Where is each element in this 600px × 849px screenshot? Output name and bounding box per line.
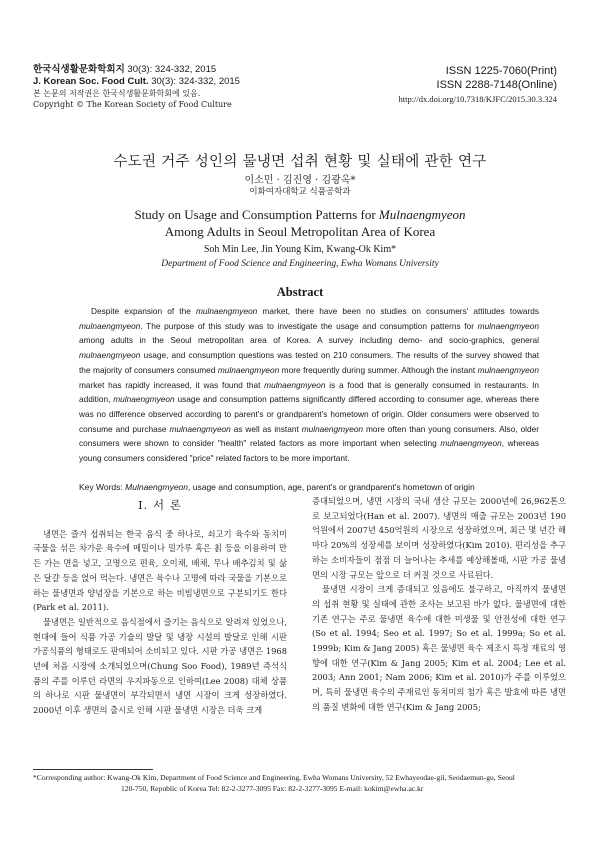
affiliation-korean: 이화여자대학교 식품공학과 <box>249 187 351 197</box>
body-column-right <box>312 494 566 715</box>
journal-name-en: J. Korean Soc. Food Cult. <box>33 76 149 87</box>
section-heading-introduction: I. 서 론 <box>138 498 182 512</box>
journal-ko-line <box>33 64 333 76</box>
body-paragraph: 냉면은 즐겨 섭취되는 한국 음식 중 하나로, 쇠고기 육수와 동치미 국물을 섞은 차가운 육수에 메밀이나 밀가루 혹은 칡 등을 이용하여 만든 가는 면을 넣고, 고명으로 편육, 오이채, 배채, 무나 배추김치 및 삶은 달걀 등을 얹어 먹는다. 냉면은 육수나 고명에 따라 국물을 기본으로 하는 물냉면과 양념장을 기본으로 하는 비빔냉면으로 구분되기도 한다(Park et al. 2011). <box>33 528 287 613</box>
issn-print: ISSN 1225-7060(Print) <box>445 65 557 77</box>
authors-korean: 이소민 · 김진영 · 김광옥* <box>244 175 356 186</box>
footnote-line1: *Corresponding author: Kwang-Ok Kim, Department of Food Science and Engineering, Ewha Womans University, 52 Ewhayeodae-gil, Seodaemun-gu, Seoul <box>33 773 515 782</box>
journal-issue-en: 30(3): 324-332, 2015 <box>151 76 240 87</box>
body-paragraph: 물냉면은 일반적으로 음식점에서 즐기는 음식으로 알려져 있었으나, 현대에 들어 식품 가공 기술의 발달 및 냉장 시설의 발달로 인해 시판 가공식품의 형태로도 판매되어 소비되고 있다. 시판 가공 냉면은 1968년에 처음 시장에 소개되었으며(Chung Soo Food), 1989년 즉석식품의 주를 이루던 라면의 우지파동으로 인하여(Lee 2008) 대체 상품의 하나로 시판 물냉면이 부각되면서 냉면 시장이 크게 성장하였다. 2000년 이후 생면의 출시로 인해 시판 물냉면 시장은 더욱 크게 <box>33 616 287 716</box>
keywords-label: Key Words: <box>79 482 123 492</box>
body-paragraph: 물냉면 시장이 크게 증대되고 있음에도 불구하고, 아직까지 물냉면의 섭취 현황 및 실태에 관한 조사는 보고된 바가 없다. 물냉면에 대한 기존 연구는 주로 물냉면 육수에 대한 미생물 및 안전성에 대한 연구(So et al. 1994; Seo et al. 1997; So et al. 1999a; So et al. 1999b; Kim & Jang 2005) 혹은 물냉면 육수 제조시 특정 재료의 영향에 대한 연구(Kim & Jang 2005; Kim et al. 2004; Lee et al. 2003; Ann 2001; Nam 2006; Kim et al. 2010)가 주를 이루었으며, 특히 물냉면 육수의 주재료인 동치미의 첨가 혹은 발효에 따른 냉면의 품질 변화에 대한 연구(Kim & Jang 2005; <box>312 584 566 712</box>
issn-block <box>398 64 557 105</box>
keywords-rest: , usage and consumption, age, parent's or grandparent's hometown of origin <box>188 482 475 492</box>
journal-issue-ko: 30(3): 324-332, 2015 <box>127 64 217 75</box>
footnote-line2: 120-750, Republic of Korea Tel: 82-2-3277-3095 Fax: 82-2-3277-3095 E-mail: kokim@ewha.ac.kr <box>121 783 424 793</box>
title-english-italic: Mulnaengmyeon <box>378 207 466 222</box>
title-korean: 수도권 거주 성인의 물냉면 섭취 현황 및 실태에 관한 연구 <box>113 154 487 170</box>
keywords <box>79 481 549 493</box>
affiliation-english: Department of Food Science and Engineering, Ewha Womans University <box>161 259 439 269</box>
keywords-first: Mulnaengmyeon <box>125 482 189 492</box>
abstract-heading: Abstract <box>276 285 324 299</box>
journal-header <box>33 64 333 110</box>
abstract-body: Despite expansion of the mulnaengmyeon market, there have been no studies on consumers' attitudes towards mulnaengmyeon. The purpose of this study was to investigate the usage and consumption patterns for mulnaengmyeon among adults in the Seoul metropolitan area of Korea. A survey including demo- and socio-graphics, general mulnaengmyeon usage, and consumption questions was tested on 210 consumers. The results of the survey showed that the majority of consumers consumed mulnaengmyeon more frequently during summer. Although the instant mulnaengmyeon market has rapidly increased, it was found that mulnaengmyeon is a food that is generally consumed in restaurants. In addition, mulnaengmyeon usage and consumption patterns significantly differed according to consumer age, whereas there was no difference observed according to parent's or grandparent's hometown of origin. Older consumers were observed to consume and purchase mulnaengmyeon as well as instant mulnaengmyeon more often than young consumers. Also, older consumers were shown to consider "health" related factors as more important when selecting mulnaengmyeon, whereas young consumers considered "price" related factors to be more important. <box>79 306 539 464</box>
footnote-divider <box>33 769 153 770</box>
doi-link[interactable]: http://dx.doi.org/10.7318/KJFC/2015.30.3.324 <box>398 94 557 104</box>
copyright-line: Copyright © The Korean Society of Food Culture <box>33 100 232 109</box>
corresponding-author-footnote <box>33 773 567 794</box>
journal-name-ko: 한국식생활문화학회지 <box>33 64 125 75</box>
body-column-left <box>33 494 287 718</box>
copyright-notice: 본 논문의 저작권은 한국식생활문화학회에 있음. <box>33 89 201 98</box>
title-english <box>0 206 600 240</box>
title-english-line1: Study on Usage and Consumption Patterns for Mulnaengmyeon <box>134 207 466 222</box>
issn-online: ISSN 2288-7148(Online) <box>436 79 557 91</box>
authors-english: Soh Min Lee, Jin Young Kim, Kwang-Ok Kim* <box>203 244 397 255</box>
journal-en-line <box>33 76 333 88</box>
body-paragraph: 증대되었으며, 냉면 시장의 국내 생산 규모는 2000년에 26,962톤으로 보고되었다(Han et al. 2007). 냉면의 매출 규모는 2003년 190억원에서 2007년 450억원의 시장으로 성장하였으며, 최근 몇 년간 해마다 20%의 성장세를 보이며 성장하였다(Kim 2010). 편리성을 추구하는 소비자들이 점점 더 늘어나는 추세를 예상해볼때, 시판 가공 물냉면의 시장 규모는 앞으로 더 커질 것으로 사료된다. <box>312 496 566 580</box>
title-english-line2: Among Adults in Seoul Metropolitan Area of Korea <box>164 224 436 239</box>
